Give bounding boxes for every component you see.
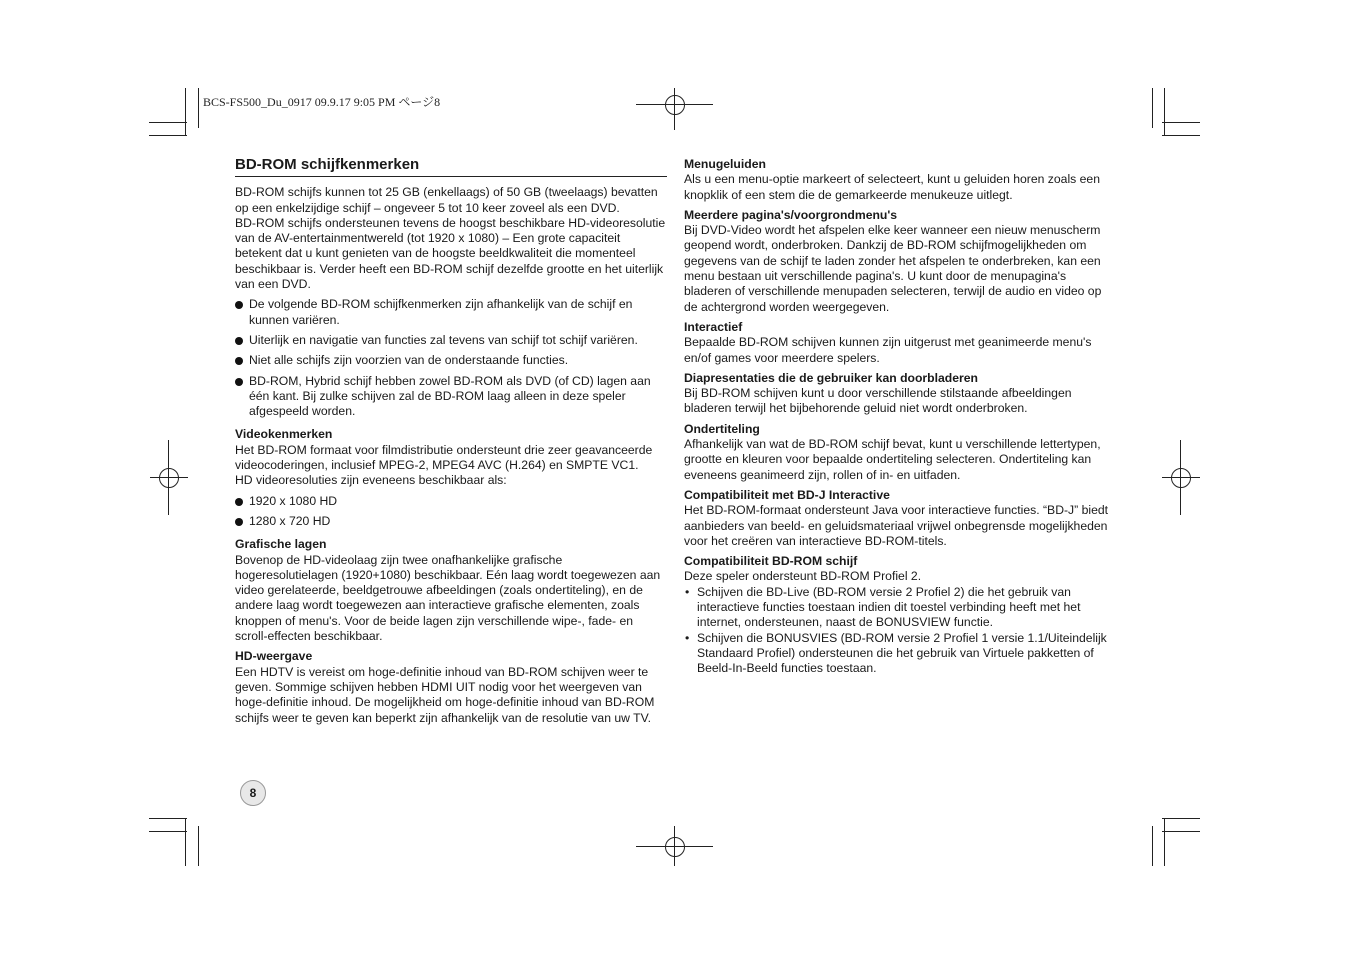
interactive-heading: Interactief <box>684 319 743 334</box>
resolution-bullet: 1920 x 1080 HD <box>235 494 667 509</box>
subtitles-heading: Ondertiteling <box>684 421 760 436</box>
menu-sounds-heading: Menugeluiden <box>684 157 766 171</box>
feature-bullet: De volgende BD-ROM schijfkenmerken zijn afhankelijk van de schijf en kunnen variëren. <box>235 297 667 328</box>
left-column <box>235 157 667 726</box>
right-column <box>684 157 1116 677</box>
compat-item: • Schijven die BONUSVIES (BD-ROM versie 2 Profiel 1 versie 1.1/Uiteindelijk Standaard Profiel) ondersteunen die het gebruik van Virtuele pakketten of Beeld-In-Beeld functies toestaan. <box>684 631 1116 677</box>
page-number: 8 <box>240 780 266 806</box>
hd-text: Een HDTV is vereist om hoge-definitie inhoud van BD-ROM schijven weer te geven. Sommige schijven hebben HDMI UIT nodig voor het weergeven van hoge-definitie inhoud. De mogelijkheid om hoge-definitie inhoud van BD-ROM schijfs weer te geven kan beperkt zijn afhankelijk van de resolutie van uw TV. <box>235 664 655 725</box>
graphic-heading: Grafische lagen <box>235 537 327 552</box>
video-resolutions-text: HD videoresoluties zijn eveneens beschikbaar als: <box>235 473 507 488</box>
video-heading: Videokenmerken <box>235 427 333 442</box>
bdj-heading: Compatibiliteit met BD-J Interactive <box>684 487 890 502</box>
intro-paragraph: BD-ROM schijfs kunnen tot 25 GB (enkellaags) of 50 GB (tweelaags) bevatten op een enkelzijdige schijf – ongeveer 5 tot 10 keer zoveel als een DVD. <box>235 185 658 215</box>
multi-page-text: Bij DVD-Video wordt het afspelen elke keer wanneer een nieuw menuscherm geopend wordt, onderbroken. Dankzij de BD-ROM schijfmogelijkheden om gegevens van de schijf te laden zonder het afspelen te onderbreken, kan een menu bestaan uit verschillende pagina's. U kunt door de menupagina's bladeren of verschillende menupaden selecteren, terwijl de audio en video op de achtergrond worden weergegeven. <box>684 223 1102 314</box>
compat-text: Deze speler ondersteunt BD-ROM Profiel 2. <box>684 569 922 584</box>
file-header: BCS-FS500_Du_0917 09.9.17 9:05 PM ページ8 <box>203 95 441 109</box>
hd-heading: HD-weergave <box>235 649 313 664</box>
intro-paragraph: BD-ROM schijfs ondersteunen tevens de hoogst beschikbare HD-videoresolutie van de AV-entertainmentwereld (tot 1920 x 1080) – Een grote capaciteit betekent dat u kunt genieten van de hoogste beeldkwaliteit die momenteel beschikbaar is. Verder heeft een BD-ROM schijf dezelfde grootte en het uiterlijk van een DVD. <box>235 215 666 292</box>
graphic-text: Bovenop de HD-videolaag zijn twee onafhankelijke grafische hogeresolutielagen (1920+1080) beschikbaar. Eén laag wordt toegewezen aan video gerelateerde, beeldgetrouwe afbeeldingen (zoals ondertiteling), en de andere laag wordt toegewezen aan interactieve grafische elementen, zoals knoppen of menu's. Voor de beide lagen zijn verschillende wipe-, fade- en scroll-effecten beschikbaar. <box>235 552 661 644</box>
bdj-text: Het BD-ROM-formaat ondersteunt Java voor interactieve functies. “BD-J” biedt aanbieders van beeld- en geluidsmateriaal vrijwel onbegrensde mogelijkheden voor het creëren van interactieve BD-ROM-titels. <box>684 503 1109 548</box>
video-text: Het BD-ROM formaat voor filmdistributie ondersteunt drie zeer geavanceerde videocoderingen, inclusief MPEG-2, MPEG4 AVC (H.264) en SMPTE VC1. <box>235 442 653 473</box>
section-title: BD-ROM schijfkenmerken <box>235 157 667 177</box>
subtitles-text: Afhankelijk van wat de BD-ROM schijf bevat, kunt u verschillende lettertypen, grootte en kleuren voor bepaalde ondertiteling selecteren. Ondertiteling kan eveneens geanimeerd zijn, rollen of in- en uitfaden. <box>684 437 1101 482</box>
feature-bullet: Uiterlijk en navigatie van functies zal tevens van schijf tot schijf variëren. <box>235 333 667 348</box>
interactive-text: Bepaalde BD-ROM schijven kunnen zijn uitgerust met geanimeerde menu's en/of games voor meerdere spelers. <box>684 335 1092 365</box>
resolution-bullet: 1280 x 720 HD <box>235 514 667 529</box>
slideshow-text: Bij BD-ROM schijven kunt u door verschillende stilstaande afbeeldingen bladeren terwijl het bijbehorende geluid niet wordt onderbroken. <box>684 386 1072 416</box>
multi-page-heading: Meerdere pagina's/voorgrondmenu's <box>684 207 898 222</box>
feature-bullet: BD-ROM, Hybrid schijf hebben zowel BD-ROM als DVD (of CD) lagen aan één kant. Bij zulke schijven zal de BD-ROM laag alleen in deze speler afgespeeld worden. <box>235 374 667 420</box>
compat-heading: Compatibiliteit BD-ROM schijf <box>684 554 858 569</box>
slideshow-heading: Diapresentaties die de gebruiker kan doorbladeren <box>684 370 978 385</box>
menu-sounds-text: Als u een menu-optie markeert of selecteert, kunt u geluiden horen zoals een knopklik of een stem die de gemarkeerde menukeuze uitlegt. <box>684 172 1100 202</box>
compat-item: • Schijven die BD-Live (BD-ROM versie 2 Profiel 2) die het gebruik van interactieve functies toestaan indien dit toestel verbinding heeft met het internet, ondersteunen, naast de BONUSVIEW functie. <box>684 585 1116 631</box>
feature-bullet: Niet alle schijfs zijn voorzien van de onderstaande functies. <box>235 353 667 368</box>
